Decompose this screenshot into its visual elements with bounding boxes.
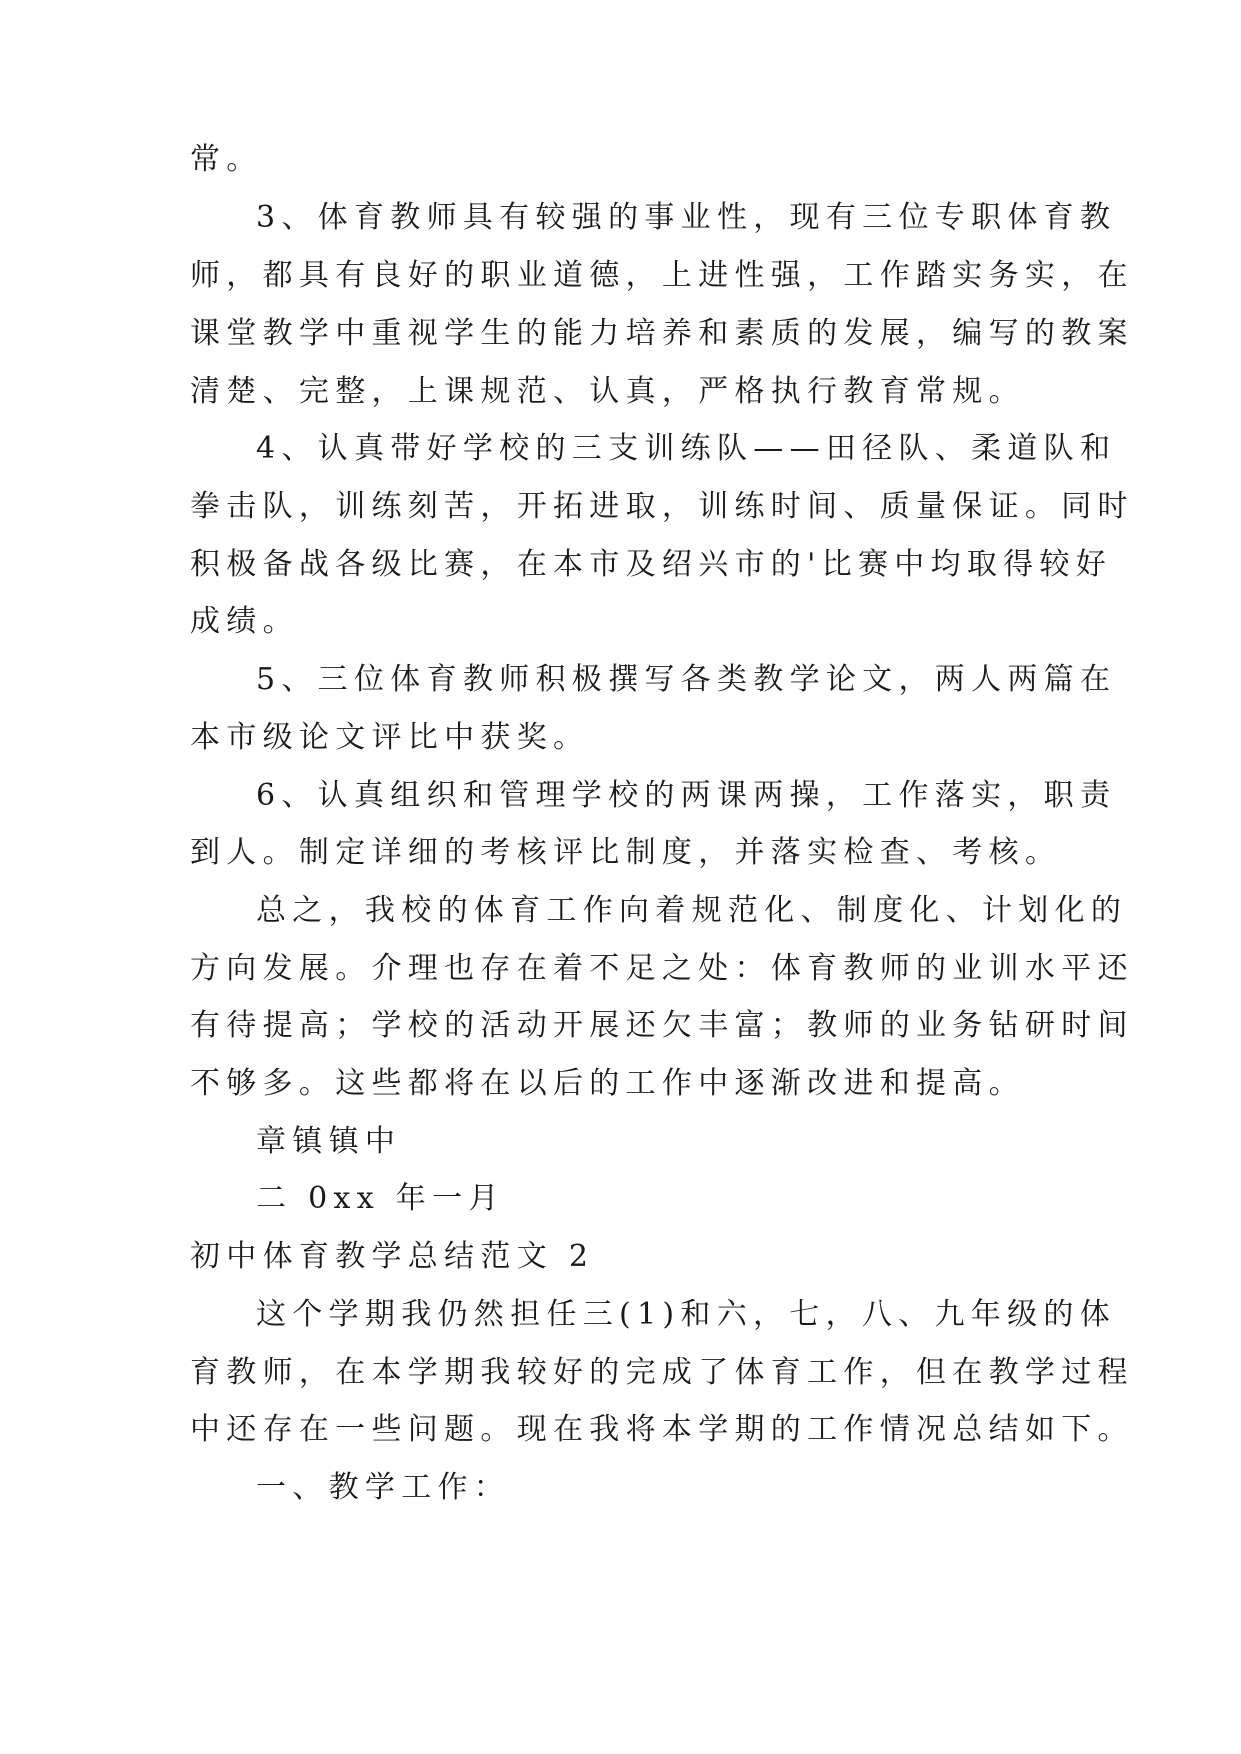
text-line: 这个学期我仍然担任三(1)和六，七，八、九年级的体: [256, 1297, 1116, 1332]
text-line: 成绩。: [190, 604, 299, 639]
text-line: 4、认真带好学校的三支训练队——田径队、柔道队和: [256, 431, 1117, 466]
text-line: 6、认真组织和管理学校的两课两操，工作落实，职责: [256, 778, 1117, 813]
text-line: 清楚、完整，上课规范、认真，严格执行教育常规。: [190, 374, 1025, 409]
text-line: 到人。制定详细的考核评比制度，并落实检查、考核。: [190, 835, 1062, 870]
text-line: 拳击队，训练刻苦，开拓进取，训练时间、质量保证。同时: [190, 489, 1134, 524]
text-line: 本市级论文评比中获奖。: [190, 720, 590, 755]
text-line: 方向发展。介理也存在着不足之处：体育教师的业训水平还: [190, 951, 1134, 986]
text-line: 中还存在一些问题。现在我将本学期的工作情况总结如下。: [190, 1412, 1134, 1447]
text-line: 有待提高；学校的活动开展还欠丰富；教师的业务钻研时间: [190, 1008, 1134, 1043]
text-line: 5、三位体育教师积极撰写各类教学论文，两人两篇在: [256, 662, 1117, 697]
text-line: 不够多。这些都将在以后的工作中逐渐改进和提高。: [190, 1066, 1025, 1101]
text-line: 3、体育教师具有较强的事业性，现有三位专职体育教: [256, 200, 1117, 235]
text-line: 师，都具有良好的职业道德，上进性强，工作踏实务实，在: [190, 258, 1134, 293]
text-line: 二 0xx 年一月: [256, 1181, 505, 1216]
text-line: 一、教学工作：: [256, 1470, 511, 1505]
text-line: 育教师，在本学期我较好的完成了体育工作，但在教学过程: [190, 1355, 1134, 1390]
text-line: 总之，我校的体育工作向着规范化、制度化、计划化的: [256, 893, 1128, 928]
text-line: 常。: [190, 142, 263, 177]
section-heading: 初中体育教学总结范文 2: [190, 1239, 595, 1274]
text-line: 章镇镇中: [256, 1124, 402, 1159]
text-line: 课堂教学中重视学生的能力培养和素质的发展，编写的教案: [190, 316, 1134, 351]
text-line: 积极备战各级比赛，在本市及绍兴市的'比赛中均取得较好: [190, 547, 1113, 582]
